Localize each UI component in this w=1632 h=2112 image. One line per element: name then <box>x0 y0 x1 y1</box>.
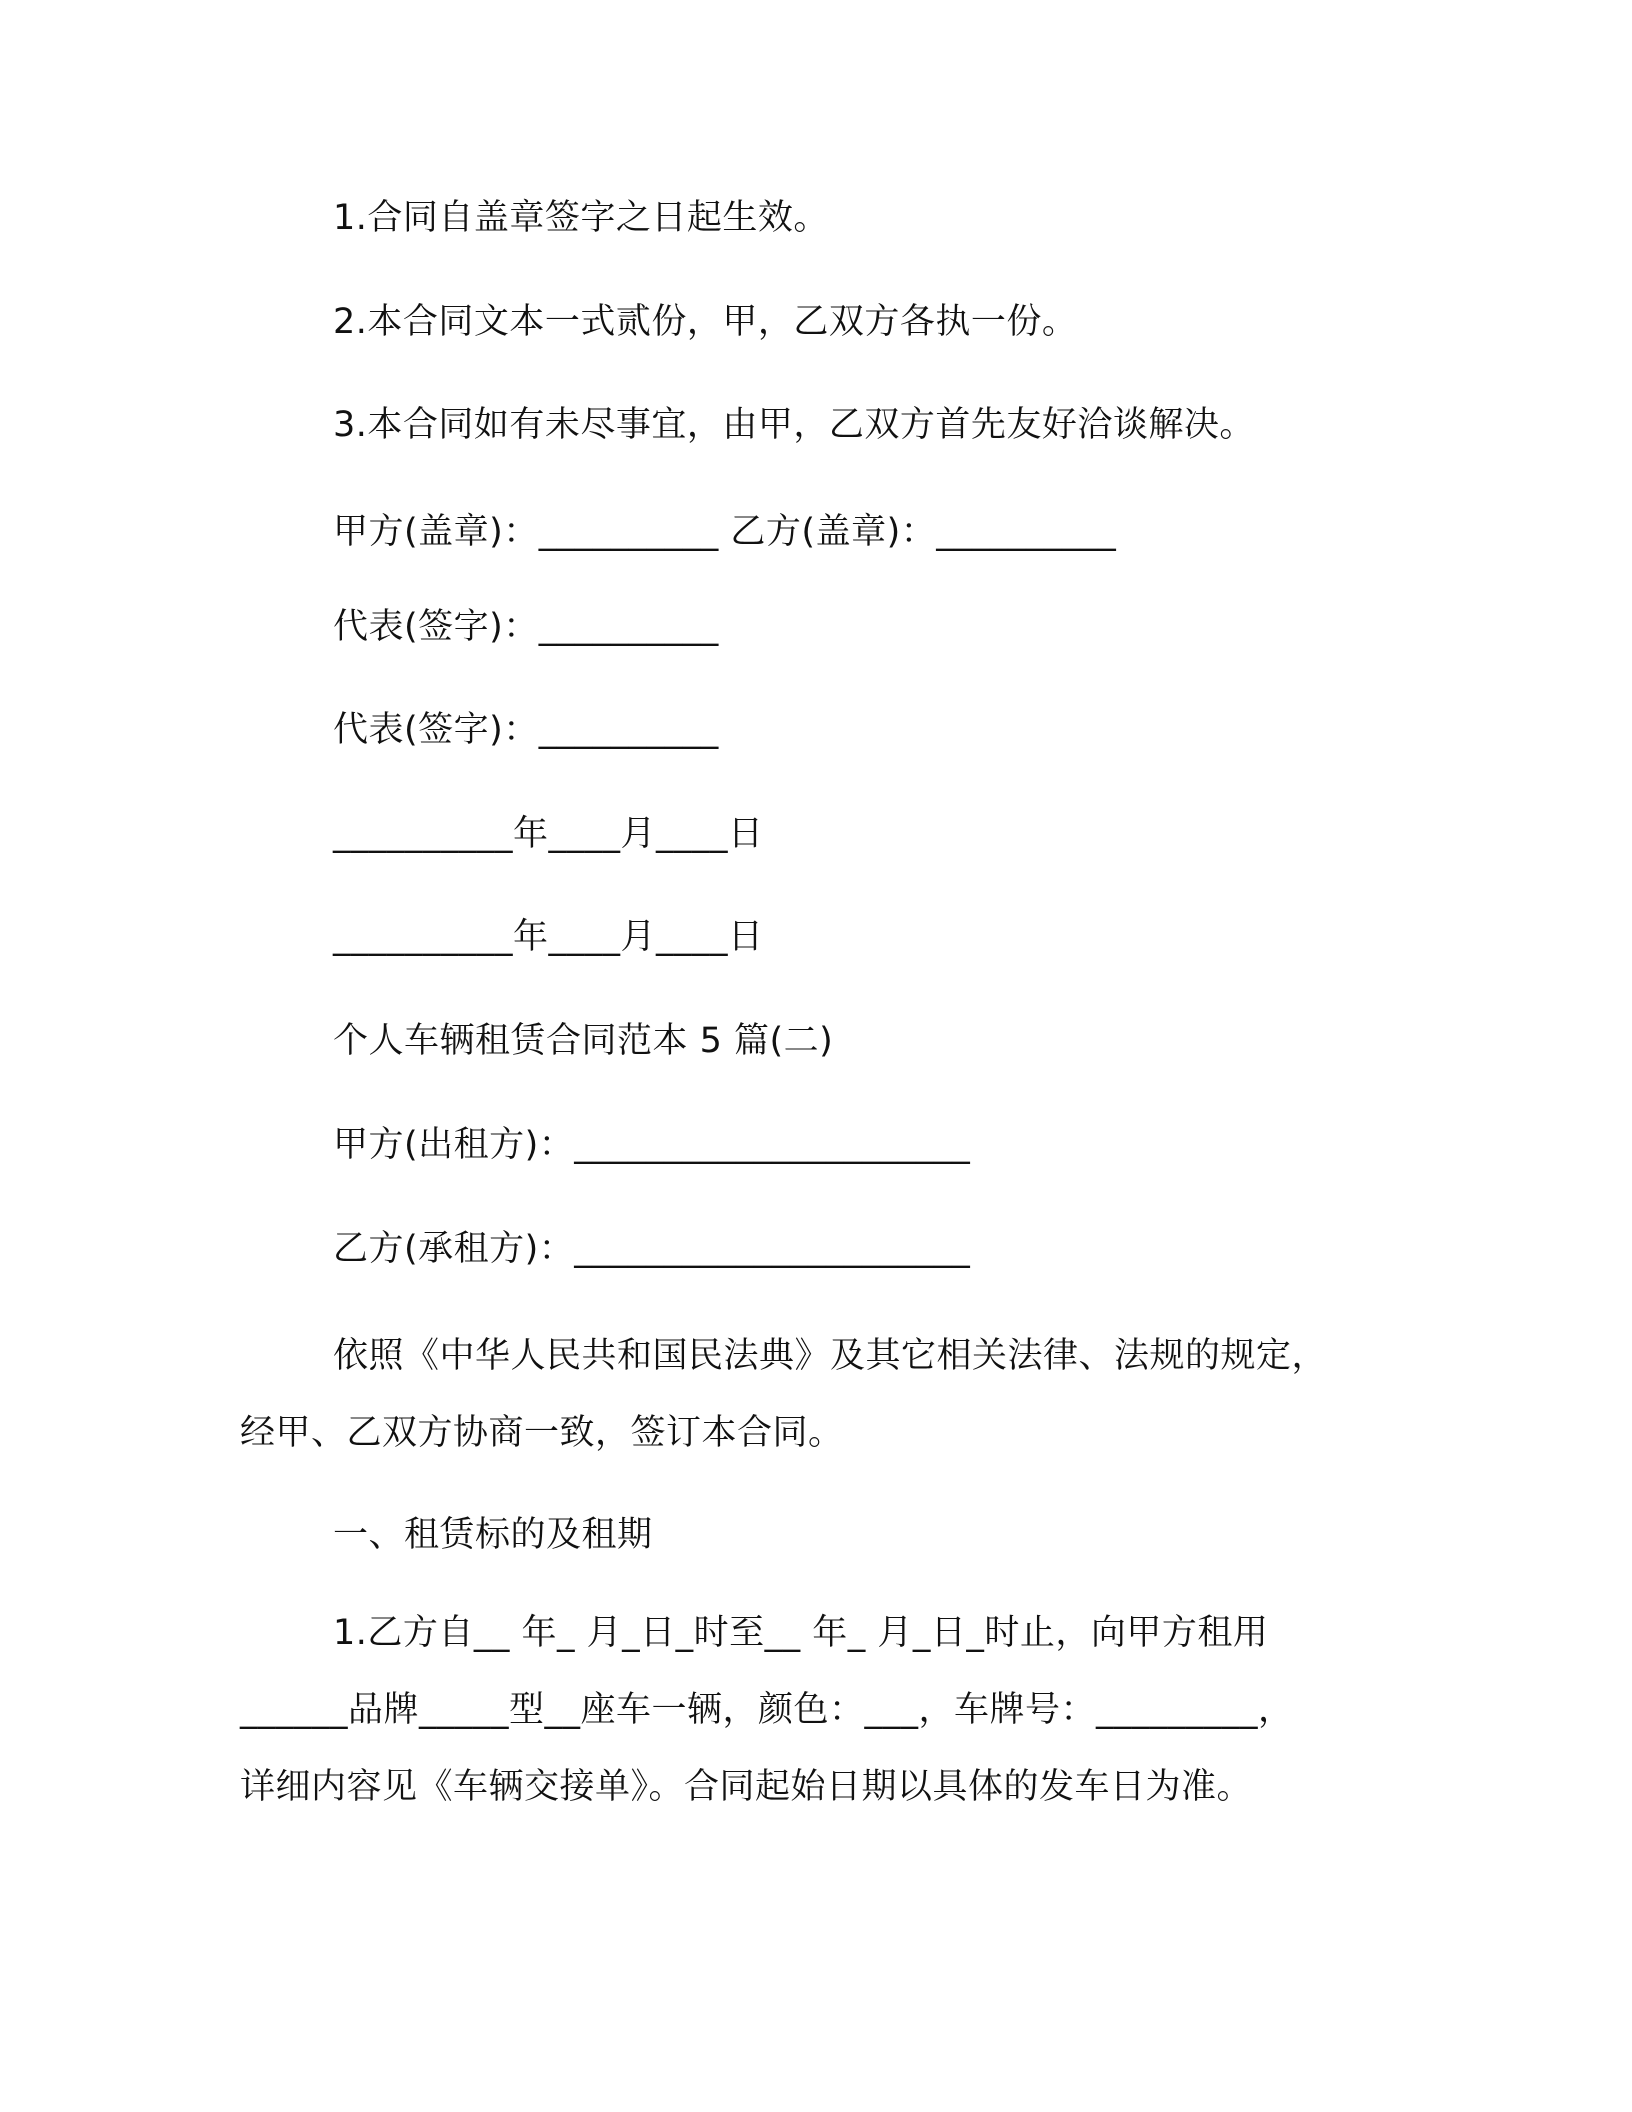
paragraph-line: 详细内容见《车辆交接单》。合同起始日期以具体的发车日为准。 <box>240 1767 1253 1807</box>
legal-basis-paragraph <box>240 1318 1390 1472</box>
section-heading: 一、租赁标的及租期 <box>333 1515 653 1555</box>
representative-signature-b: 代表(签字)：__________ <box>333 710 719 750</box>
party-b-lessee: 乙方(承租方)：______________________ <box>333 1229 971 1269</box>
date-line-a: __________年____月____日 <box>333 814 764 854</box>
party-a-lessor: 甲方(出租方)：______________________ <box>333 1125 971 1165</box>
date-line-b: __________年____月____日 <box>333 917 764 957</box>
paragraph-line: 经甲、乙双方协商一致，签订本合同。 <box>240 1413 844 1453</box>
clause-effective-date: 1.合同自盖章签字之日起生效。 <box>333 198 829 238</box>
section-title: 个人车辆租赁合同范本 5 篇(二) <box>333 1021 834 1061</box>
paragraph-line: 依照《中华人民共和国民法典》及其它相关法律、法规的规定， <box>333 1336 1328 1376</box>
representative-signature-a: 代表(签字)：__________ <box>333 607 719 647</box>
paragraph-line: ______品牌_____型__座车一辆，颜色：___，车牌号：_________， <box>240 1690 1294 1730</box>
clause-copies: 2.本合同文本一式贰份，甲，乙双方各执一份。 <box>333 302 1078 342</box>
lease-term-paragraph <box>240 1595 1390 1826</box>
signature-seal-line: 甲方(盖章)：__________ 乙方(盖章)：__________ <box>333 512 1117 552</box>
clause-unresolved-matters: 3.本合同如有未尽事宜，由甲，乙双方首先友好洽谈解决。 <box>333 405 1255 445</box>
paragraph-line: 1.乙方自__ 年_ 月_日_时至__ 年_ 月_日_时止，向甲方租用 <box>333 1613 1269 1653</box>
